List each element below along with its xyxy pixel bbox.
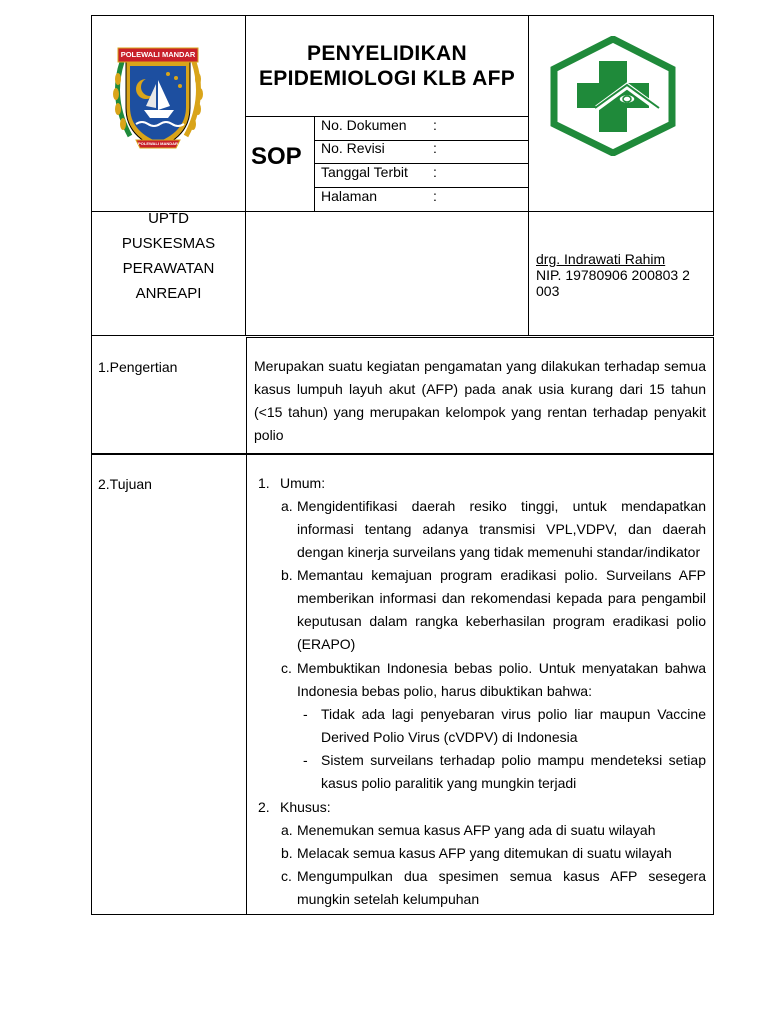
meta-no-revisi (321, 140, 437, 156)
meta-colon: : (433, 140, 437, 156)
header-divider-1 (245, 15, 246, 336)
list-letter: b. (281, 567, 293, 583)
list-number: 1. (258, 475, 270, 491)
header-border-top (91, 15, 714, 16)
list-dash: - (303, 706, 308, 722)
khusus-item-c: Mengumpulkan dua spesimen semua kasus AFP sesegera mungkin setelah kelumpuhan (297, 868, 706, 907)
meta-label: Tanggal Terbit (321, 164, 408, 180)
crest-banner-text: POLEWALI MANDAR (120, 50, 196, 59)
header-divider-2 (528, 15, 529, 336)
list-dash: - (303, 752, 308, 768)
khusus-heading: Khusus: (280, 799, 331, 815)
list-letter: c. (281, 660, 292, 676)
org-line: ANREAPI (135, 285, 202, 302)
list-letter: a. (281, 498, 293, 514)
section-label-pengertian: 1.Pengertian (98, 359, 178, 375)
organization-name (92, 206, 245, 306)
meta-colon: : (433, 164, 437, 180)
section-divider (91, 453, 714, 455)
umum-heading: Umum: (280, 475, 326, 491)
meta-colon: : (433, 117, 437, 133)
org-line: UPTD (148, 210, 189, 227)
umum-item-a: Mengidentifikasi daerah resiko tinggi, untuk mendapatkan informasi tentang adanya transmisi VPL,VDPV, dan daerah dengan kinerja surveilans yang tidak memenuhi standar/indikator (297, 498, 706, 560)
umum-item-c: Membuktikan Indonesia bebas polio. Untuk menyatakan bahwa Indonesia bebas polio, harus dibuktikan bahwa: (297, 660, 706, 699)
body-border-top (246, 337, 713, 338)
org-line: PUSKESMAS (121, 235, 216, 252)
signer-block (536, 251, 706, 299)
body-divider (246, 337, 247, 915)
signer-name: drg. Indrawati Rahim (536, 251, 666, 267)
crest-ribbon-text: POLEWALI MANDAR (138, 141, 178, 146)
body-border-left (91, 336, 92, 915)
pengertian-text: Merupakan suatu kegiatan pengamatan yang dilakukan terhadap semua kasus lumpuh layuh akut (AFP) pada anak usia kurang dari 15 tahun (<15 tahun) yang merupakan kelompok yang rentan terhadap penyakit polio (254, 358, 706, 443)
meta-halaman (321, 188, 437, 204)
header-border-bottom (91, 335, 714, 336)
meta-no-dokumen (321, 117, 437, 133)
sop-label: SOP (251, 143, 302, 170)
meta-colon: : (433, 188, 437, 204)
meta-label: Halaman (321, 188, 378, 204)
body-border-right (713, 337, 714, 915)
khusus-item-b: Melacak semua kasus AFP yang ditemukan di suatu wilayah (297, 845, 672, 861)
list-letter: c. (281, 868, 292, 884)
meta-label: No. Revisi (321, 140, 385, 156)
list-letter: b. (281, 845, 293, 861)
umum-item-c-1: Tidak ada lagi penyebaran virus polio liar maupun Vaccine Derived Polio Virus (cVDPV) di Indonesia (321, 706, 706, 745)
signer-nip: NIP. 19780906 200803 2 003 (536, 267, 690, 299)
body-border-bottom (91, 914, 714, 915)
list-number: 2. (258, 799, 270, 815)
sop-divider (314, 116, 315, 212)
meta-label: No. Dokumen (321, 117, 407, 133)
regional-crest-logo (108, 44, 208, 156)
section-label-tujuan: 2.Tujuan (98, 476, 152, 492)
khusus-item-a: Menemukan semua kasus AFP yang ada di suatu wilayah (297, 822, 656, 838)
umum-item-b: Memantau kemajuan program eradikasi polio. Surveilans AFP memberikan informasi dan rekomendasi kepada para pengambil keputusan dalam rangka keberhasilan program eradikasi polio (ERAPO) (297, 567, 706, 652)
org-line: PERAWATAN (122, 260, 215, 277)
header-border-right (713, 15, 714, 336)
meta-tanggal-terbit (321, 164, 437, 180)
list-letter: a. (281, 822, 293, 838)
umum-item-c-2: Sistem surveilans terhadap polio mampu mendeteksi setiap kasus polio paralitik yang mungkin terjadi (321, 752, 706, 791)
document-title: PENYELIDIKAN EPIDEMIOLOGI KLB AFP (258, 42, 516, 90)
puskesmas-logo (549, 36, 677, 156)
